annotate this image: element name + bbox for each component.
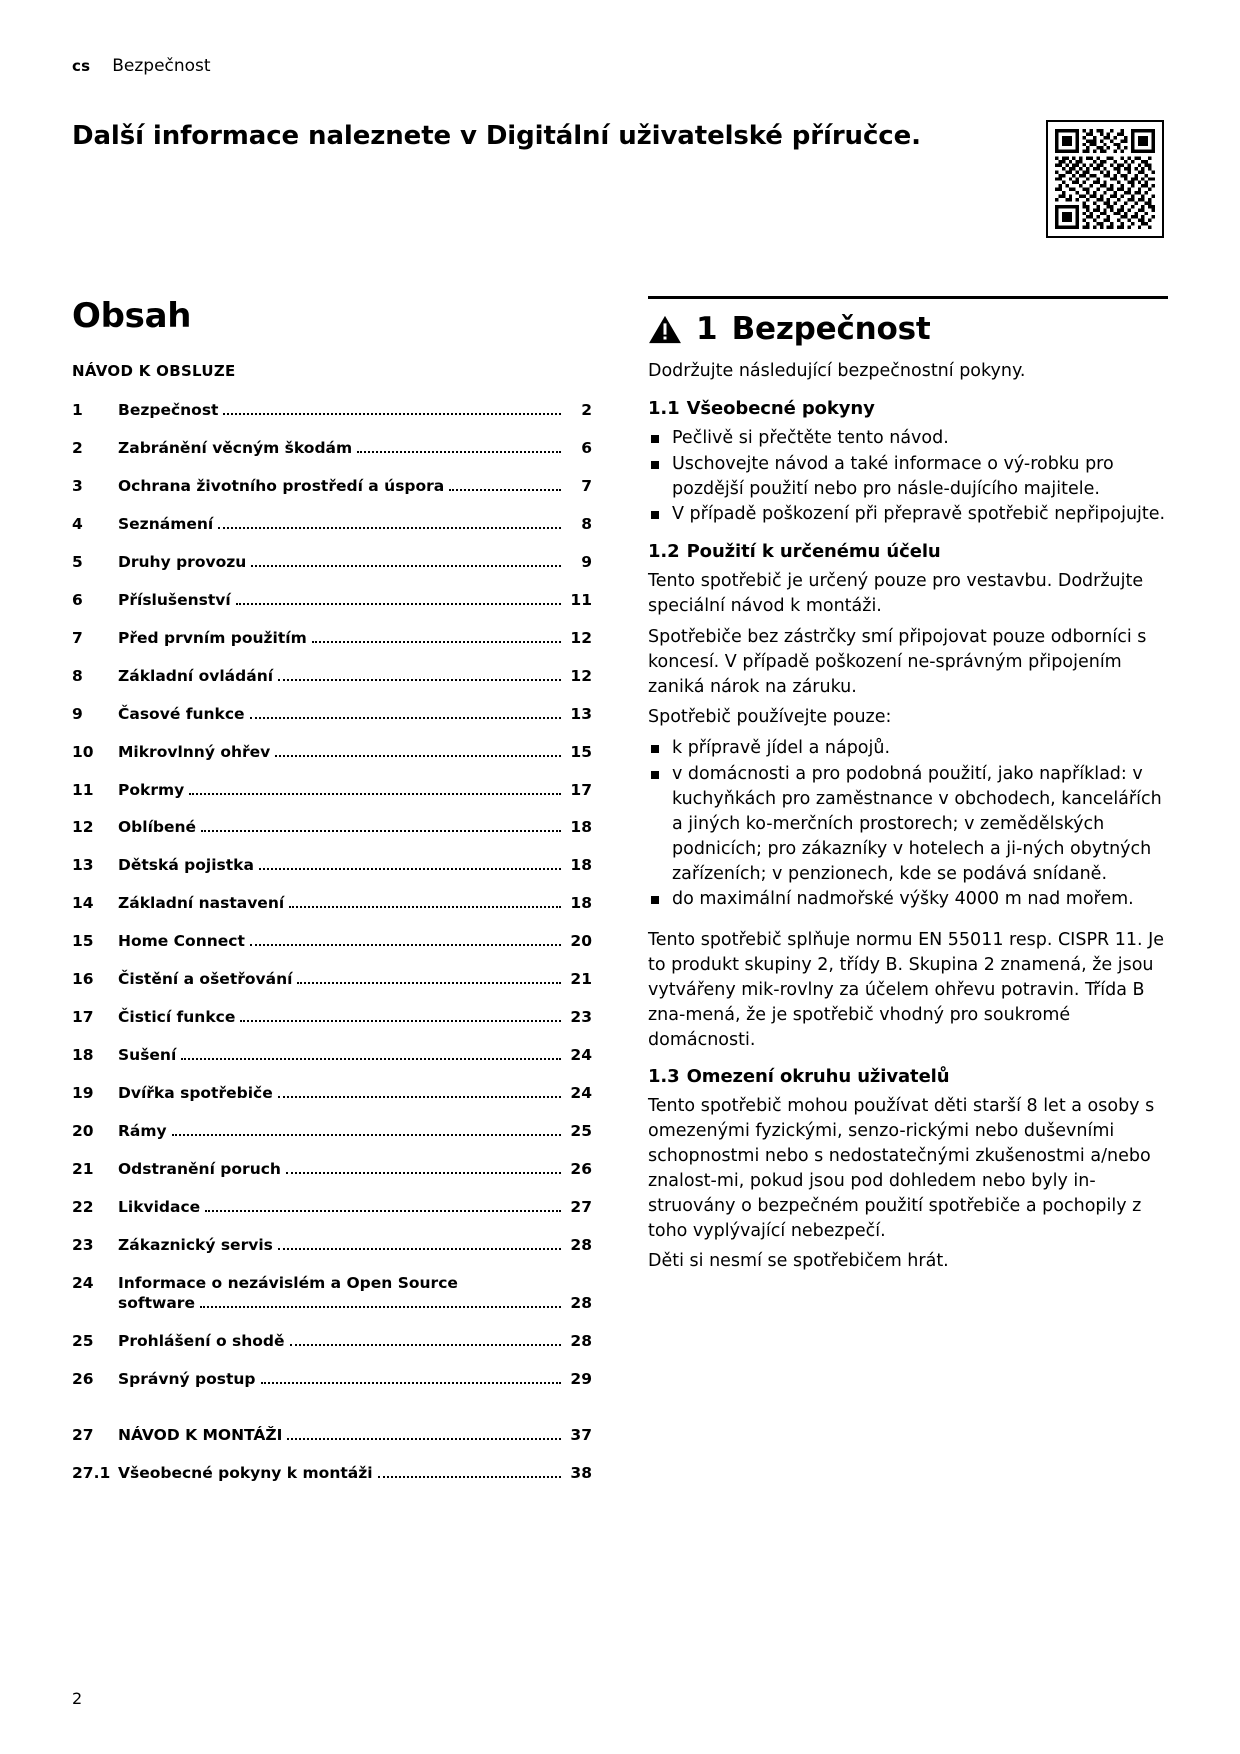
toc-entry-label: Mikrovlnný ohřev (118, 742, 271, 761)
toc-entry-page: 11 (570, 590, 592, 609)
toc-entry-install[interactable] (72, 1463, 592, 1483)
toc-entry-page: 9 (581, 552, 592, 571)
safety-chapter-heading (648, 296, 1168, 347)
toc-entry-page: 28 (570, 1332, 592, 1351)
toc-entry[interactable] (72, 1235, 592, 1255)
toc-leader (205, 1209, 561, 1212)
toc-entry-page: 2 (581, 401, 592, 419)
toc-entry-page: 26 (570, 1160, 592, 1179)
toc-entry-page: 24 (570, 1046, 592, 1065)
toc-entry-label: Likvidace (118, 1198, 201, 1217)
toc-entry-label: Home Connect (118, 932, 245, 951)
toc-entry[interactable] (72, 817, 592, 837)
toc-entry-page: 23 (570, 1008, 592, 1027)
toc-entry-label: Ochrana životního prostředí a úspora (118, 476, 445, 495)
section-number: 1.3 (648, 1066, 680, 1088)
toc-entry-page: 27 (570, 1198, 592, 1217)
toc-entry[interactable] (72, 438, 592, 458)
toc-entry-number: 19 (72, 1084, 94, 1103)
toc-entry-label: Zabránění věcným škodám (118, 438, 353, 457)
page-header (72, 56, 1168, 76)
toc-entry-label: Před prvním použitím (118, 628, 307, 647)
toc-entry-page: 28 (570, 1294, 592, 1313)
toc-leader (223, 412, 561, 415)
intended-use-paragraph-2: Spotřebiče bez zástrčky smí připojovat pouze odborníci s koncesí. V případě poškození ne-správným připojením zaniká nárok na záruku. (648, 626, 1147, 697)
toc-entry[interactable] (72, 780, 592, 800)
toc-entry-number: 10 (72, 742, 94, 761)
toc-entry-label: Pokrmy (118, 780, 185, 799)
title-row (72, 120, 1168, 238)
toc-entry-number: 11 (72, 780, 94, 799)
toc-entry-label: Čistění a ošetřování (118, 970, 293, 989)
toc-leader (172, 1133, 561, 1136)
toc-leader (312, 640, 561, 643)
toc-entry-number: 13 (72, 856, 94, 875)
toc-entry[interactable] (72, 1273, 592, 1314)
toc-entry-number: 25 (72, 1332, 94, 1351)
toc-entry-label: Sušení (118, 1046, 177, 1065)
toc-entry-page: 18 (570, 894, 592, 913)
safety-intro: Dodržujte následující bezpečnostní pokyny. (648, 361, 1026, 381)
toc-entry-page: 6 (581, 438, 592, 457)
content-columns (72, 296, 1168, 1501)
section-heading-1-3 (648, 1066, 1168, 1087)
toc-entry-number: 16 (72, 970, 94, 989)
toc-leader (250, 716, 561, 719)
toc-entry[interactable] (72, 514, 592, 534)
toc-leader (240, 1019, 561, 1022)
toc-entry-page: 12 (570, 666, 592, 685)
toc-entry-page: 37 (570, 1426, 592, 1445)
toc-entry-number: 18 (72, 1046, 94, 1065)
intended-use-paragraph-1: Tento spotřebič je určený pouze pro vestavbu. Dodržujte speciální návod k montáži. (648, 571, 1144, 617)
toc-entry-number: 27.1 (72, 1464, 111, 1483)
toc-leader (189, 792, 561, 795)
toc-entry-number: 14 (72, 894, 94, 913)
toc-entry-number: 15 (72, 932, 94, 951)
toc-entry[interactable] (72, 590, 592, 610)
toc-entry-number: 2 (72, 438, 83, 457)
toc-leader (250, 943, 561, 946)
toc-leader (201, 829, 561, 832)
toc-entry[interactable] (72, 1083, 592, 1103)
toc-entry-page: 38 (570, 1464, 592, 1483)
qr-code (1046, 120, 1164, 238)
toc-entry-number: 20 (72, 1122, 94, 1141)
toc-entry-number: 8 (72, 666, 83, 685)
toc-entry-label: Seznámení (118, 514, 214, 533)
toc-entry-label: Odstranění poruch (118, 1160, 281, 1179)
user-restriction-paragraph-1: Tento spotřebič mohou používat děti starší 8 let a osoby s omezenými fyzickými, senzo-rickými nebo duševními schopnostmi nebo s nedostatečnými zkušenostmi a/nebo znalost-mi, pokud jsou pod dohledem nebo byly in-struovány o bezpečném použití spotřebiče a pochopily z toho vyplývající nebezpečí. (648, 1096, 1155, 1241)
toc-entry-label: Rámy (118, 1122, 167, 1141)
toc-entry[interactable] (72, 666, 592, 686)
toc-leader (297, 981, 561, 984)
page-title: Další informace naleznete v Digitální uživatelské příručce. (72, 121, 921, 151)
toc-entry-number: 5 (72, 552, 83, 571)
list-item: Pečlivě si přečtěte tento návod. (648, 426, 1168, 451)
toc-entry[interactable] (72, 1369, 592, 1389)
toc-entry[interactable] (72, 969, 592, 989)
toc-leader (259, 867, 561, 870)
toc-leader (181, 1057, 561, 1060)
toc-entry-number: 3 (72, 476, 83, 495)
toc-entry-label: Dětská pojistka (118, 856, 254, 875)
section-heading-1-2 (648, 541, 1168, 562)
toc-entry-page: 25 (570, 1122, 592, 1141)
general-instructions-list (648, 426, 1168, 527)
section-heading-1-1 (648, 398, 1168, 419)
toc-leader (275, 754, 561, 757)
toc-heading: Obsah (72, 296, 192, 336)
toc-entry-label: Prohlášení o shodě (118, 1332, 285, 1351)
toc-entry-page: 29 (570, 1370, 592, 1389)
toc-entry-page: 8 (581, 514, 592, 533)
toc-entry-label: Správný postup (118, 1370, 256, 1389)
toc-leader (261, 1381, 561, 1384)
toc-entry-page: 24 (570, 1084, 592, 1103)
toc-entry[interactable] (72, 742, 592, 762)
safety-chapter-title: Bezpečnost (731, 311, 931, 347)
toc-leader (378, 1475, 561, 1478)
toc-leader (357, 450, 561, 453)
toc-entry-page: 12 (570, 628, 592, 647)
toc-entry-label: Bezpečnost (118, 401, 219, 419)
toc-entry-label: Základní nastavení (118, 894, 285, 913)
toc-leader (287, 1437, 561, 1440)
toc-entry[interactable] (72, 1197, 592, 1217)
toc-section-label: NÁVOD K OBSLUZE (72, 362, 236, 380)
toc-leader (449, 488, 561, 491)
intended-use-list (648, 736, 1168, 912)
section-number: 1.2 (648, 541, 680, 563)
list-item: do maximální nadmořské výšky 4000 m nad mořem. (648, 887, 1168, 912)
toc-entry-page: 13 (570, 704, 592, 723)
toc-leader (278, 1095, 561, 1098)
toc-leader (218, 526, 561, 529)
toc-leader (251, 564, 561, 567)
toc-entry[interactable] (72, 931, 592, 951)
toc-entry-install[interactable] (72, 1425, 592, 1445)
list-item: Uschovejte návod a také informace o vý-robku pro pozdější použití nebo pro násle-dujícího majitele. (648, 452, 1168, 502)
toc-entry[interactable] (72, 1045, 592, 1065)
toc-leader (200, 1305, 561, 1308)
toc-leader (278, 1247, 561, 1250)
toc-entry-number: 7 (72, 628, 83, 647)
toc-entry[interactable] (72, 1159, 592, 1179)
toc-entry-label: Časové funkce (118, 704, 245, 723)
list-item: v domácnosti a pro podobná použití, jako například: v kuchyňkách pro zaměstnance v obchodech, kancelářích a jiných ko-merčních prostorech; v zemědělských podnicích; pro zákazníky v hotelech a ji-ných obytných zařízeních; v penzionech, kde se podává snídaně. (648, 762, 1168, 886)
toc-entry[interactable] (72, 552, 592, 572)
toc-entry-number: 26 (72, 1370, 94, 1389)
toc-entry-label: Základní ovládání (118, 666, 274, 685)
safety-chapter (648, 296, 1168, 1501)
toc-entry[interactable] (72, 1007, 592, 1027)
toc-leader (286, 1171, 561, 1174)
intended-use-paragraph-4: Tento spotřebič splňuje normu EN 55011 resp. CISPR 11. Je to produkt skupiny 2, třídy B. Skupina 2 znamená, že jsou vytvářeny mik-rovlny za účelem ohřevu potravin. Třída B zna-mená, že je spotřebič vhodný pro soukromé domácnosti. (648, 930, 1165, 1050)
header-chapter-title: Bezpečnost (112, 56, 211, 76)
toc-entry-number: 23 (72, 1235, 94, 1254)
language-code: cs (72, 57, 91, 75)
toc-spacer (72, 1407, 592, 1425)
toc-entry-page: 28 (570, 1235, 592, 1254)
toc-entry[interactable] (72, 1331, 592, 1351)
toc-entry[interactable] (72, 476, 592, 496)
user-restriction-paragraph-2: Děti si nesmí se spotřebičem hrát. (648, 1251, 949, 1272)
section-number: 1.1 (648, 397, 680, 419)
toc-leader (236, 602, 561, 605)
toc-entry-page: 18 (570, 856, 592, 875)
table-of-contents (72, 296, 592, 1501)
list-item: k přípravě jídel a nápojů. (648, 736, 1168, 761)
toc-entry-label: Čisticí funkce (118, 1008, 236, 1027)
toc-entry-label: Zákaznický servis (118, 1235, 273, 1254)
toc-entry-page: 20 (570, 932, 592, 951)
toc-entry-number: 1 (72, 401, 83, 419)
toc-entry[interactable] (72, 855, 592, 875)
toc-entry-number: 22 (72, 1198, 94, 1217)
toc-entry-number: 24 (72, 1273, 94, 1292)
toc-leader (289, 905, 561, 908)
toc-entry-label: Všeobecné pokyny k montáži (118, 1464, 373, 1483)
toc-entry-page: 18 (570, 818, 592, 837)
toc-entry-number: 6 (72, 590, 83, 609)
paragraph-spacer (648, 918, 1168, 928)
safety-chapter-number: 1 (696, 311, 718, 347)
toc-entry-number: 12 (72, 818, 94, 837)
toc-entry-number: 27 (72, 1426, 94, 1445)
intended-use-paragraph-3: Spotřebič používejte pouze: (648, 707, 892, 728)
toc-entry-page: 21 (570, 970, 592, 989)
toc-entry-label: Oblíbené (118, 818, 197, 837)
page-number-footer: 2 (72, 1689, 83, 1708)
toc-entry-label: NÁVOD K MONTÁŽI (118, 1426, 283, 1445)
toc-entry[interactable] (72, 628, 592, 648)
toc-entry-number: 9 (72, 704, 83, 723)
toc-leader (290, 1343, 561, 1346)
toc-entry[interactable] (72, 893, 592, 913)
toc-entry-number: 21 (72, 1160, 94, 1179)
toc-entry-page: 15 (570, 742, 592, 761)
toc-entry[interactable] (72, 704, 592, 724)
toc-entry[interactable] (72, 400, 592, 420)
toc-entry-label: Informace o nezávislém a Open Source (118, 1273, 458, 1292)
toc-entry-label-cont: software (118, 1294, 195, 1313)
toc-entry-label: Druhy provozu (118, 552, 247, 571)
toc-entry-number: 17 (72, 1008, 94, 1027)
section-title: Omezení okruhu uživatelů (686, 1066, 950, 1088)
toc-entry-page: 7 (581, 476, 592, 495)
toc-entry-label: Příslušenství (118, 590, 231, 609)
qr-code-icon (1055, 129, 1155, 229)
toc-entry-label: Dvířka spotřebiče (118, 1084, 273, 1103)
warning-triangle-icon (648, 314, 682, 344)
list-item: V případě poškození při přepravě spotřebič nepřipojujte. (648, 502, 1168, 527)
toc-entry[interactable] (72, 1121, 592, 1141)
toc-entry-page: 17 (570, 780, 592, 799)
toc-leader (278, 678, 561, 681)
section-title: Všeobecné pokyny (686, 397, 875, 419)
toc-entry-number: 4 (72, 514, 83, 533)
section-title: Použití k určenému účelu (686, 541, 941, 563)
